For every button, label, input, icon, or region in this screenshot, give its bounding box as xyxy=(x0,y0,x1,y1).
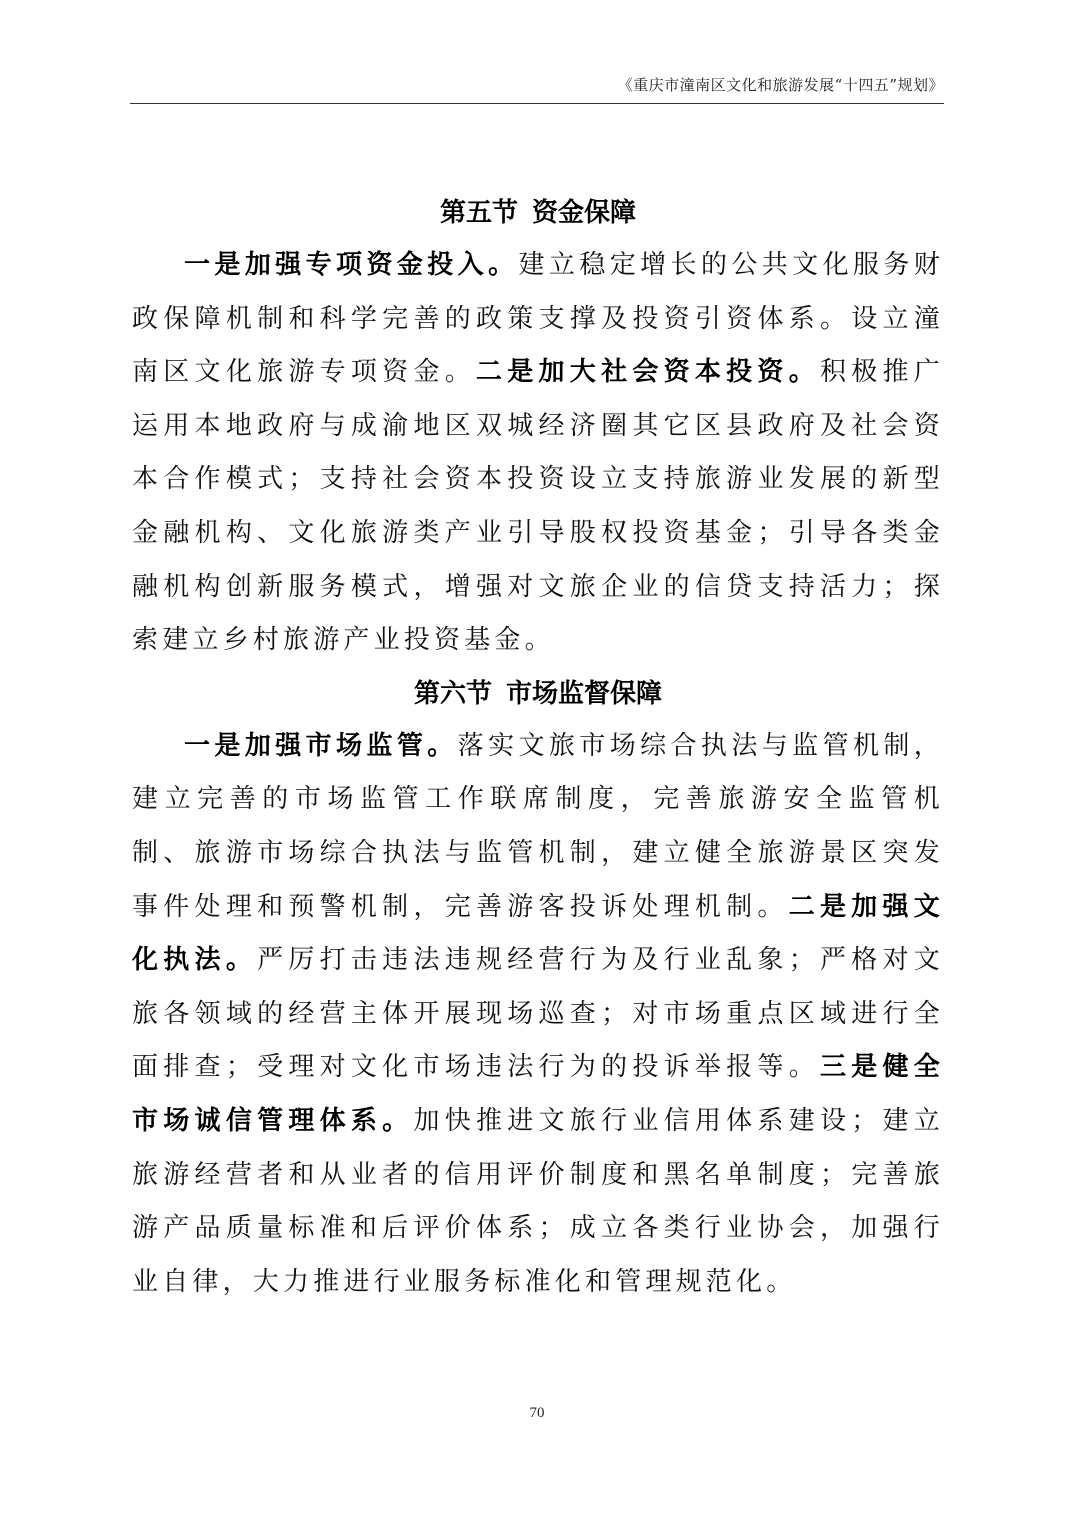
paragraph-lead: 二是加强文化执法。 xyxy=(132,891,944,976)
page-number: 70 xyxy=(529,1405,545,1421)
section-title: 市场监督保障 xyxy=(506,678,663,709)
paragraph-text: 落实文旅市场综合执法与监管机制，建立完善的市场监管工作联席制度，完善旅游安全监管机制、旅游市场综合执法与监管机制，建立健全旅游景区突发事件处理和预警机制，完善游客投诉处理机制。 xyxy=(132,730,944,922)
paragraph-text: 加快推进文旅行业信用体系建设；建立旅游经营者和从业者的信用评价制度和黑名单制度；完善旅游产品质量标准和后评价体系；成立各类行业协会，加强行业自律，大力推进行业服务标准化和管理规范化。 xyxy=(132,1105,944,1297)
paragraph-funding xyxy=(132,239,944,668)
section-number: 第五节 xyxy=(439,198,518,228)
paragraph-lead: 二是加大社会资本投资。 xyxy=(475,357,820,388)
paragraph-lead: 一是加强市场监管。 xyxy=(184,730,458,761)
paragraph-text: 建立稳定增长的公共文化服务财政保障机制和科学完善的政策支撑及投资引资体系。设立潼南区文化旅游专项资金。 xyxy=(132,250,945,388)
page-body xyxy=(132,187,944,1309)
header-rule xyxy=(130,103,944,104)
paragraph-lead: 一是加强专项资金投入。 xyxy=(184,250,519,280)
paragraph-text: 积极推广运用本地政府与成渝地区双城经济圈其它区县政府及社会资本合作模式；支持社会资本投资设立支持旅游业发展的新型金融机构、文化旅游类产业引导股权投资基金；引导各类金融机构创新服务模式，增强对文旅企业的信贷支持活力；探索建立乡村旅游产业投资基金。 xyxy=(132,357,944,656)
paragraph-market-supervision xyxy=(132,720,944,1310)
running-header: 《重庆市潼南区文化和旅游发展“十四五”规划》 xyxy=(617,76,944,94)
section-heading-market-supervision xyxy=(132,668,944,720)
section-title: 资金保障 xyxy=(532,198,637,228)
section-number: 第六节 xyxy=(413,678,492,709)
paragraph-text: 严厉打击违法违规经营行为及行业乱象；严格对文旅各领域的经营主体开展现场巡查；对市场重点区域进行全面排查；受理对文化市场违法行为的投诉举报等。 xyxy=(132,945,944,1083)
paragraph-lead: 三是健全市场诚信管理体系。 xyxy=(132,1052,944,1136)
section-heading-funding xyxy=(132,187,944,239)
